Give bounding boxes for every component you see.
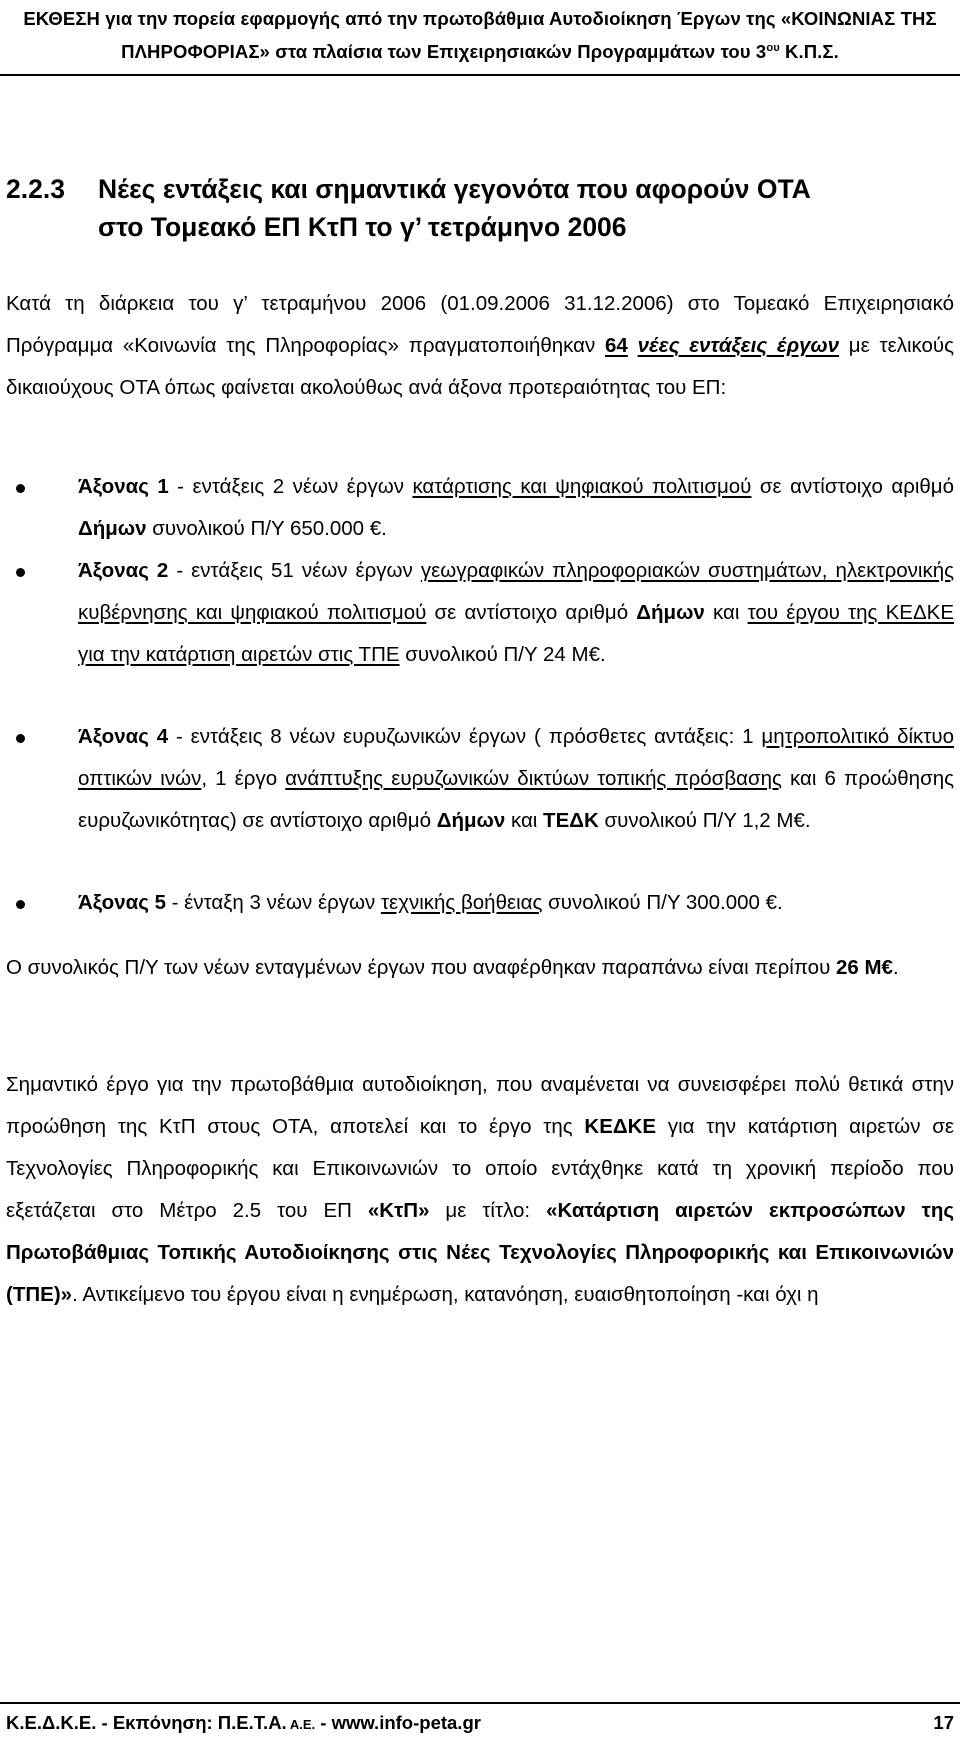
axis-budget: συνολικού Π/Υ 300.000 €.	[542, 891, 783, 914]
header-superscript: ου	[766, 41, 780, 54]
kedke-label: ΚΕΔΚΕ	[584, 1115, 657, 1138]
intro-paragraph	[6, 283, 954, 409]
header-line-2	[6, 35, 954, 68]
paragraph-text: Σημαντικό έργο για την πρωτοβάθμια αυτοδιοίκηση, που αναμένεται να συνεισφέρει πολύ θετικά στην προώθηση της ΚτΠ στους ΟΤΑ, αποτελεί και το έργο της	[6, 1073, 954, 1138]
footer-credits	[6, 1708, 481, 1740]
axis-text: και	[704, 601, 748, 624]
axis-label: Άξονας 1	[78, 475, 169, 498]
header-line-2-end: Κ.Π.Σ.	[779, 41, 839, 62]
axis-text: σε αντίστοιχο αριθμό	[426, 601, 637, 624]
total-paragraph	[6, 947, 954, 989]
axis-budget: συνολικού Π/Υ 24 Μ€.	[399, 643, 606, 666]
section-number: 2.2.3	[6, 174, 65, 204]
bullet-icon	[16, 900, 25, 909]
axis-topic: γεωγραφικών πληροφοριακών συστημάτων, ηλεκτρονικής κυβέρνησης και ψηφιακού πολιτισμού	[78, 559, 954, 624]
projects-count: 64	[605, 334, 628, 357]
axis-topic: μητροπολιτικό δίκτυο οπτικών ινών	[78, 725, 954, 790]
municipalities-label: Δήμων	[636, 601, 705, 624]
footer-separator: -	[315, 1712, 332, 1733]
axis-budget: συνολικού Π/Υ 1,2 Μ€.	[598, 809, 811, 832]
intro-space	[628, 334, 638, 357]
axis-text: και 6 προώθησης ευρυζωνικότητας) σε αντίστοιχο αριθμό	[78, 767, 955, 832]
axis-text: - ένταξη 3 νέων έργων	[165, 891, 381, 914]
footer-divider	[0, 1702, 960, 1704]
total-amount: 26 Μ€	[835, 956, 893, 979]
axis-topic: τεχνικής βοήθειας	[380, 891, 543, 914]
section-title-line-1: Νέες εντάξεις και σημαντικά γεγονότα που αφορούν ΟΤΑ	[98, 174, 811, 204]
paragraph-text: με τίτλο:	[429, 1199, 547, 1222]
page-number: 17	[933, 1712, 954, 1733]
list-item	[16, 882, 954, 924]
list-item	[16, 466, 954, 550]
section-heading	[6, 170, 811, 246]
axis-text: και	[505, 809, 544, 832]
total-end: .	[892, 956, 899, 979]
municipalities-label: Δήμων	[436, 809, 506, 832]
footer-org: Κ.Ε.Δ.Κ.Ε. - Εκπόνηση: Π.Ε.Τ.Α.	[6, 1712, 287, 1733]
axis-topic: ανάπτυξης ευρυζωνικών δικτύων τοπικής πρόσβασης	[285, 767, 782, 790]
header-line-1: ΕΚΘΕΣΗ για την πορεία εφαρμογής από την πρωτοβάθμια Αυτοδιοίκηση Έργων της «ΚΟΙΝΩΝΙΑΣ ΤΗΣ	[23, 8, 937, 29]
list-item	[16, 550, 954, 716]
section-title-line-2: στο Τομεακό ΕΠ ΚτΠ το γ’ τετράμηνο 2006	[98, 212, 627, 242]
total-text: Ο συνολικός Π/Υ των νέων ενταγμένων έργων που αναφέρθηκαν παραπάνω είναι περίπου	[6, 956, 836, 979]
axis-label: Άξονας 5	[78, 891, 166, 914]
municipalities-label: Δήμων	[78, 517, 147, 540]
axis-text: σε αντίστοιχο αριθμό	[751, 475, 955, 498]
ktp-label: «ΚτΠ»	[367, 1199, 430, 1222]
bullet-icon	[16, 568, 25, 577]
project-title: «Κατάρτιση αιρετών εκπροσώπων της Πρωτοβάθμιας Τοπικής Αυτοδιοίκησης στις Νέες Τεχνολογίες Πληροφορικής και Επικοινωνιών (ΤΠΕ)»	[6, 1199, 955, 1306]
tedk-label: ΤΕΔΚ	[543, 809, 599, 832]
paragraph-text: για την κατάρτιση αιρετών σε Τεχνολογίες Πληροφορικής και Επικοινωνιών το οποίο εντάχθηκε κατά τη χρονική περίοδο που εξετάζεται στο Μέτρο 2.5 του ΕΠ	[6, 1115, 954, 1222]
header-line-2-text: ΠΛΗΡΟΦΟΡΙΑΣ» στα πλαίσια των Επιχειρησιακών Προγραμμάτων του 3	[121, 41, 767, 62]
header-divider	[0, 74, 960, 76]
axis-topic: του έργου της ΚΕΔΚΕ για την κατάρτιση αιρετών στις ΤΠΕ	[78, 601, 955, 666]
list-item	[16, 716, 954, 882]
axis-label: Άξονας 2	[78, 559, 169, 582]
intro-text-end: με τελικούς δικαιούχους ΟΤΑ όπως φαίνεται ακολούθως ανά άξονα προτεραιότητας του ΕΠ:	[6, 334, 954, 399]
axis-budget: συνολικού Π/Υ 650.000 €.	[146, 517, 387, 540]
bullet-icon	[16, 484, 25, 493]
footer-website: www.info-peta.gr	[331, 1712, 481, 1733]
paragraph-text: . Αντικείμενο του έργου είναι η ενημέρωση, κατανόηση, ευαισθητοποίηση -και όχι η	[72, 1283, 819, 1306]
axis-text: , 1 έργο	[201, 767, 286, 790]
axis-text: - εντάξεις 8 νέων ευρυζωνικών έργων ( πρόσθετες αντάξεις: 1	[168, 725, 762, 748]
intro-text: Κατά τη διάρκεια του γ’ τετραμήνου 2006 (01.09.2006 31.12.2006) στο Τομεακό Επιχειρησιακό Πρόγραμμα «Κοινωνία της Πληροφορίας» πραγματοποιήθηκαν	[6, 292, 954, 357]
important-project-paragraph	[6, 1064, 954, 1316]
axis-list	[16, 466, 954, 924]
axis-text: - εντάξεις 51 νέων έργων	[168, 559, 421, 582]
new-projects-label: νέες εντάξεις έργων	[637, 334, 840, 357]
axis-label: Άξονας 4	[78, 725, 169, 748]
axis-topic: κατάρτισης και ψηφιακού πολιτισμού	[412, 475, 752, 498]
axis-text: - εντάξεις 2 νέων έργων	[168, 475, 413, 498]
footer-org-suffix: Α.Ε.	[286, 1717, 316, 1732]
bullet-icon	[16, 734, 25, 743]
page-header	[6, 2, 954, 68]
